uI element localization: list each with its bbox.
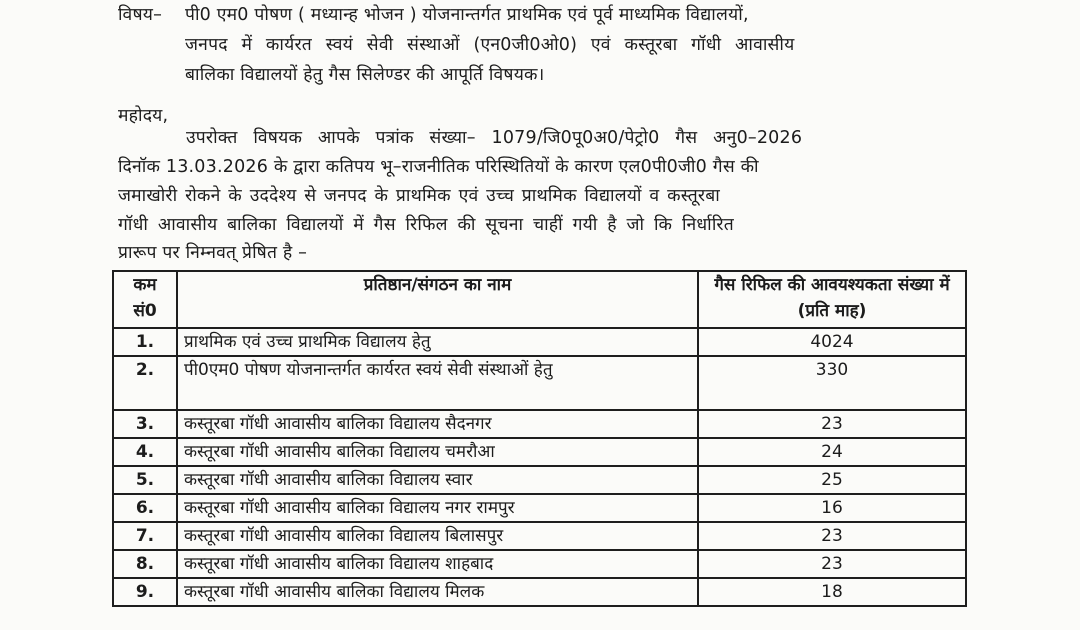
row-serial: 9. xyxy=(113,578,177,606)
row-serial: 5. xyxy=(113,466,177,494)
row-serial: 8. xyxy=(113,550,177,578)
row-serial: 3. xyxy=(113,410,177,438)
header-name: प्रतिष्ठान/संगठन का नाम xyxy=(177,271,698,328)
row-name: कस्तूरबा गॉधी आवासीय बालिका विद्यालय नगर रामपुर xyxy=(177,494,698,522)
row-qty: 25 xyxy=(698,466,966,494)
row-name: कस्तूरबा गॉधी आवासीय बालिका विद्यालय बिलासपुर xyxy=(177,522,698,550)
row-serial: 4. xyxy=(113,438,177,466)
subject-line: पी0 एम0 पोषण ( मध्यान्ह भोजन ) योजनान्तर्गत प्राथमिक एवं पूर्व माध्यमिक विद्यालयों, xyxy=(185,5,749,25)
table-row xyxy=(113,438,966,466)
salutation: महोदय, xyxy=(118,106,169,126)
subject-line: जनपद में कार्यरत स्वयं सेवी संस्थाओं (एन0जी0ओ0) एवं कस्तूरबा गॉधी आवासीय xyxy=(185,35,795,55)
header-serial: कम सं0 xyxy=(113,271,177,328)
table-header-row xyxy=(113,271,966,328)
row-qty: 23 xyxy=(698,550,966,578)
row-qty: 4024 xyxy=(698,328,966,356)
table-row xyxy=(113,522,966,550)
row-serial: 2. xyxy=(113,356,177,410)
body-line: जमाखोरी रोकने के उददेश्य से जनपद के प्राथमिक एवं उच्च प्राथमिक विद्यालयों व कस्तूरबा xyxy=(118,186,721,206)
header-requirement: गैस रिफिल की आवयश्यकता संख्या में (प्रति माह) xyxy=(698,271,966,328)
row-qty: 24 xyxy=(698,438,966,466)
table-row xyxy=(113,328,966,356)
row-qty: 16 xyxy=(698,494,966,522)
row-qty: 23 xyxy=(698,410,966,438)
row-qty: 18 xyxy=(698,578,966,606)
row-serial: 6. xyxy=(113,494,177,522)
row-serial: 7. xyxy=(113,522,177,550)
row-qty: 330 xyxy=(698,356,966,410)
gas-refill-table xyxy=(112,270,967,607)
row-name: प्राथमिक एवं उच्च प्राथमिक विद्यालय हेतु xyxy=(177,328,698,356)
table-row xyxy=(113,550,966,578)
row-qty: 23 xyxy=(698,522,966,550)
row-name: कस्तूरबा गॉधी आवासीय बालिका विद्यालय शाहबाद xyxy=(177,550,698,578)
row-name: पी0एम0 पोषण योजनान्तर्गत कार्यरत स्वयं सेवी संस्थाओं हेतु xyxy=(177,356,698,410)
row-name: कस्तूरबा गॉधी आवासीय बालिका विद्यालय सैदनगर xyxy=(177,410,698,438)
body-line: उपरोक्त विषयक आपके पत्रांक संख्या– 1079/जि0पू0अ0/पेट्रो0 गैस अनु0–2026 xyxy=(186,128,803,148)
row-serial: 1. xyxy=(113,328,177,356)
row-name: कस्तूरबा गॉधी आवासीय बालिका विद्यालय चमरौआ xyxy=(177,438,698,466)
row-name: कस्तूरबा गॉधी आवासीय बालिका विद्यालय स्वार xyxy=(177,466,698,494)
body-line: प्रारूप पर निम्नवत् प्रेषित है – xyxy=(118,243,308,263)
table-row xyxy=(113,410,966,438)
subject-line: बालिका विद्यालयों हेतु गैस सिलेण्डर की आपूर्ति विषयक। xyxy=(185,65,545,85)
body-line: दिनॉक 13.03.2026 के द्वारा कतिपय भू–राजनीतिक परिस्थितियों के कारण एल0पी0जी0 गैस की xyxy=(118,157,759,177)
table-row xyxy=(113,356,966,410)
table-row xyxy=(113,494,966,522)
table-row xyxy=(113,578,966,606)
row-name: कस्तूरबा गॉधी आवासीय बालिका विद्यालय मिलक xyxy=(177,578,698,606)
body-line: गॉधी आवासीय बालिका विद्यालयों में गैस रिफिल की सूचना चाहीं गयी है जो कि निर्धारित xyxy=(118,215,734,235)
table-row xyxy=(113,466,966,494)
subject-label: विषय– xyxy=(118,5,163,25)
